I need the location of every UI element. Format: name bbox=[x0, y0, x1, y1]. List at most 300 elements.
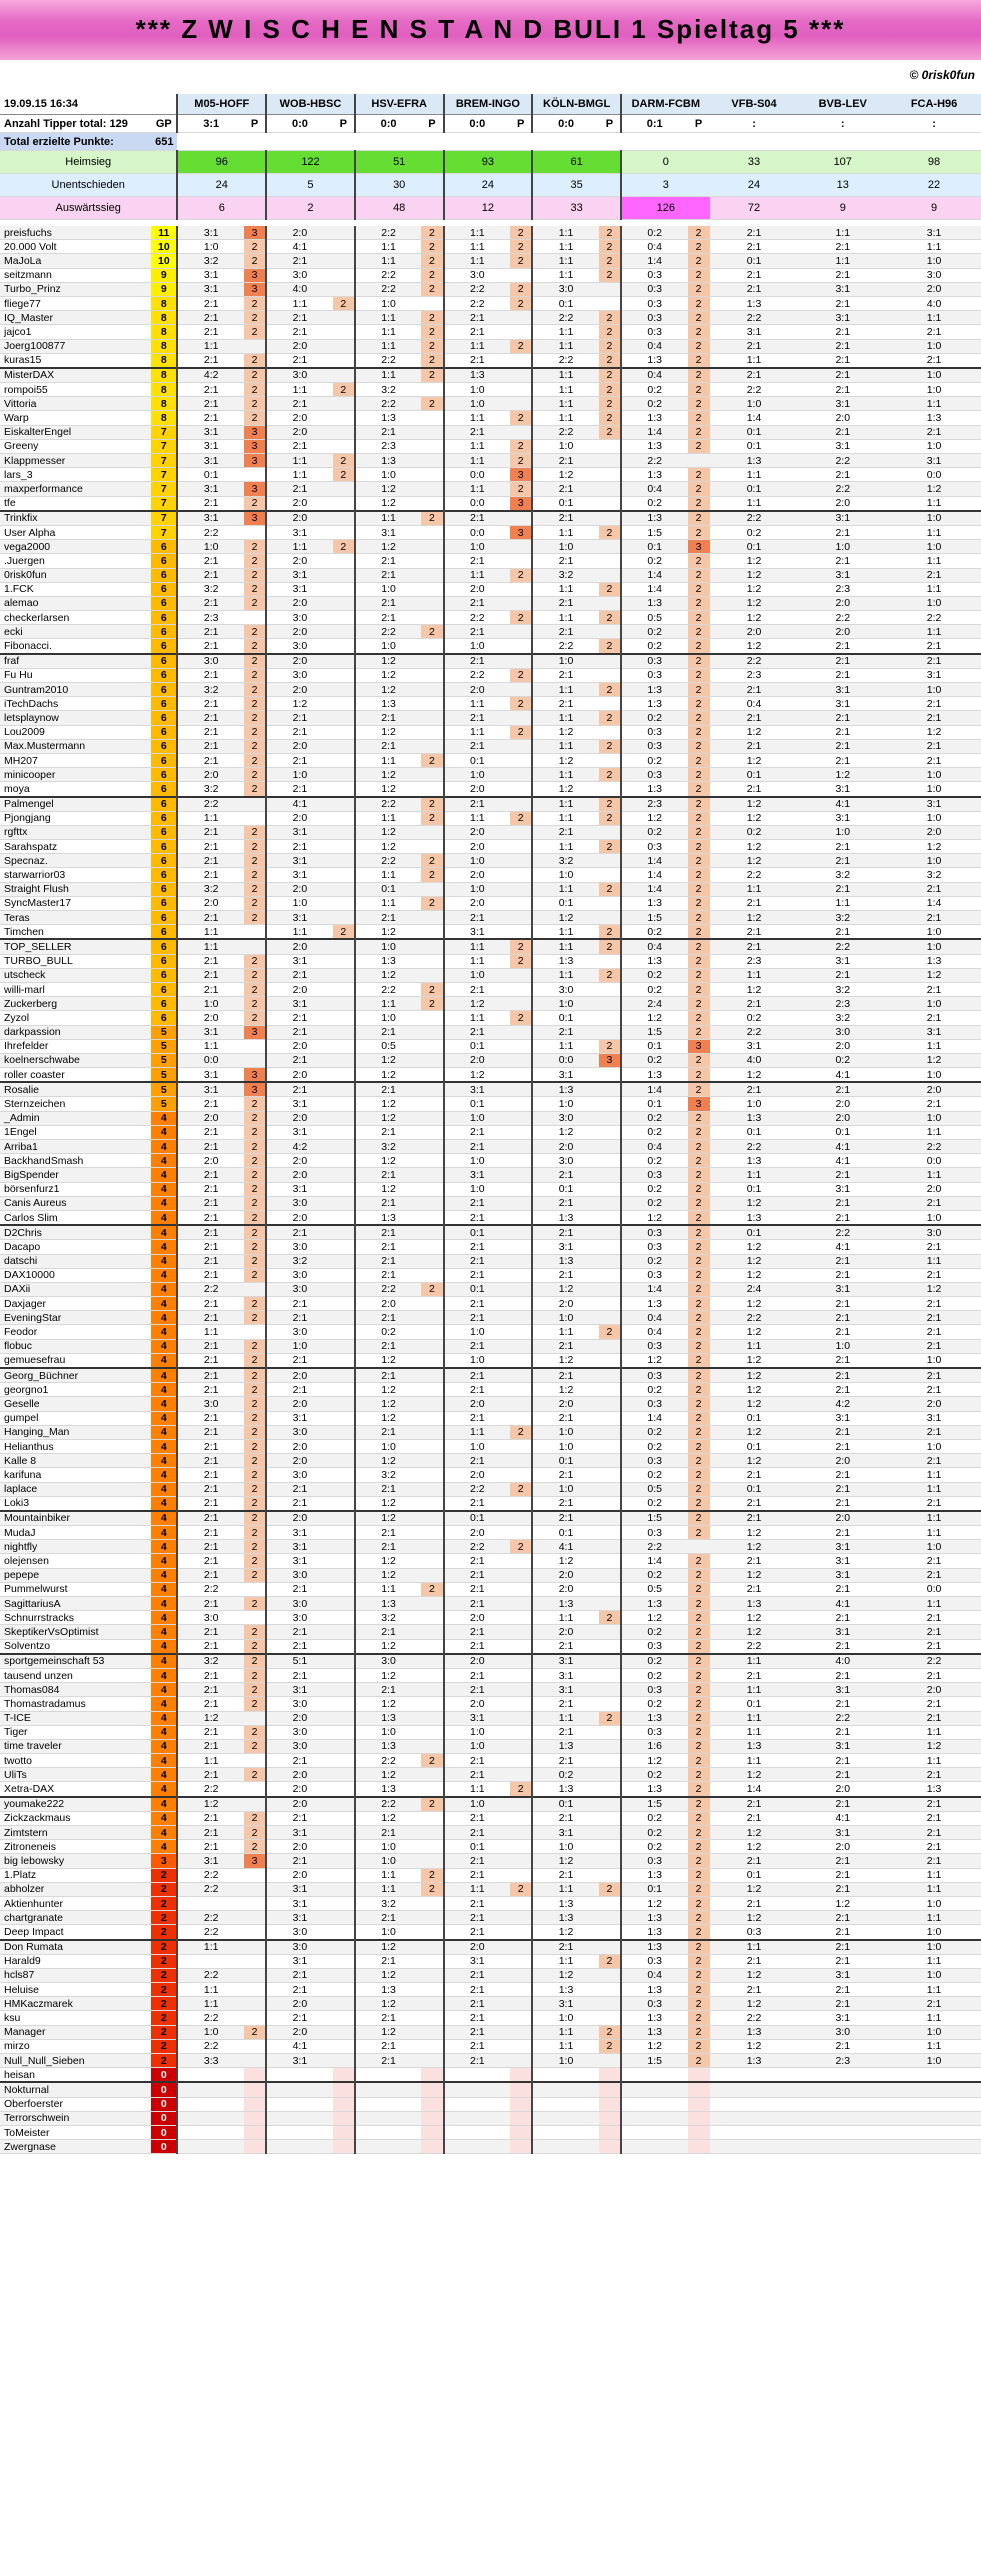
player-gp: 4 bbox=[151, 1182, 177, 1196]
player-points: 2 bbox=[244, 1568, 266, 1582]
player-points: 2 bbox=[688, 639, 710, 654]
player-points bbox=[510, 1739, 532, 1753]
player-tip: 2:2 bbox=[798, 454, 887, 468]
player-points bbox=[333, 397, 355, 411]
player-tip: 0:0 bbox=[887, 468, 981, 482]
player-tip: 2:1 bbox=[532, 1468, 599, 1482]
player-tip: 1:0 bbox=[887, 1896, 981, 1910]
player-tip bbox=[177, 1896, 244, 1910]
player-tip: 2:1 bbox=[710, 683, 799, 697]
player-tip: 2:0 bbox=[444, 896, 511, 910]
player-row bbox=[0, 697, 981, 711]
stat-value: 96 bbox=[177, 151, 266, 174]
player-tip bbox=[266, 2068, 333, 2083]
player-points bbox=[510, 1911, 532, 1925]
player-tip: 3:1 bbox=[266, 1411, 333, 1425]
player-tip: 1:2 bbox=[355, 1568, 422, 1582]
player-tip: 1:0 bbox=[355, 1925, 422, 1940]
player-row bbox=[0, 454, 981, 468]
player-tip: 3:0 bbox=[266, 1468, 333, 1482]
player-gp: 5 bbox=[151, 1025, 177, 1039]
player-tip: 0:3 bbox=[621, 296, 688, 310]
player-points bbox=[333, 782, 355, 797]
player-tip: 1:1 bbox=[177, 1997, 244, 2011]
player-tip: 1:1 bbox=[887, 2011, 981, 2025]
player-points: 2 bbox=[421, 254, 443, 268]
player-gp: 6 bbox=[151, 911, 177, 925]
player-points bbox=[421, 1353, 443, 1368]
player-tip: 0:1 bbox=[621, 1882, 688, 1896]
player-tip: 2:1 bbox=[444, 2039, 511, 2053]
player-tip bbox=[621, 2097, 688, 2111]
player-tip: 0:3 bbox=[621, 1683, 688, 1697]
player-tip: 0:2 bbox=[621, 625, 688, 639]
player-points: 2 bbox=[688, 339, 710, 353]
player-points: 2 bbox=[510, 254, 532, 268]
player-tip: 1:2 bbox=[710, 1768, 799, 1782]
player-tip: 1:1 bbox=[444, 1882, 511, 1896]
player-points: 2 bbox=[688, 753, 710, 767]
player-tip: 2:1 bbox=[444, 425, 511, 439]
player-points: 2 bbox=[599, 582, 621, 596]
player-points bbox=[599, 1254, 621, 1268]
player-tip: 1:1 bbox=[532, 711, 599, 725]
player-points bbox=[333, 1511, 355, 1526]
player-row bbox=[0, 1697, 981, 1711]
player-gp: 6 bbox=[151, 968, 177, 982]
player-tip: 1:3 bbox=[710, 2054, 799, 2068]
player-name: Timchen bbox=[0, 925, 151, 940]
player-tip: 2:1 bbox=[887, 1768, 981, 1782]
player-points bbox=[333, 1711, 355, 1725]
player-name: Ihrefelder bbox=[0, 1039, 151, 1053]
player-tip: 3:2 bbox=[177, 582, 244, 596]
player-points bbox=[333, 1540, 355, 1554]
player-points: 2 bbox=[688, 1711, 710, 1725]
player-points: 3 bbox=[244, 425, 266, 439]
player-name: Harald9 bbox=[0, 1954, 151, 1968]
player-points bbox=[510, 1225, 532, 1240]
player-tip: 0:1 bbox=[444, 1097, 511, 1111]
player-tip: 1:1 bbox=[887, 1754, 981, 1768]
player-tip: 0:1 bbox=[444, 1511, 511, 1526]
player-points bbox=[421, 1854, 443, 1868]
player-tip: 1:1 bbox=[355, 868, 422, 882]
player-points bbox=[510, 1339, 532, 1353]
player-points: 2 bbox=[599, 368, 621, 383]
player-points bbox=[599, 1597, 621, 1611]
player-name: nightfly bbox=[0, 1540, 151, 1554]
player-points bbox=[510, 1268, 532, 1282]
player-tip: 1:0 bbox=[887, 1111, 981, 1125]
player-tip: 2:1 bbox=[177, 1210, 244, 1225]
player-tip: 1:2 bbox=[887, 725, 981, 739]
player-tip: 2:1 bbox=[798, 1997, 887, 2011]
player-tip: 0:4 bbox=[621, 368, 688, 383]
player-points: 2 bbox=[244, 1496, 266, 1511]
player-points: 2 bbox=[688, 683, 710, 697]
player-points bbox=[688, 454, 710, 468]
player-tip: 0:3 bbox=[621, 668, 688, 682]
player-gp: 11 bbox=[151, 226, 177, 240]
player-tip: 1:3 bbox=[621, 1782, 688, 1797]
player-points bbox=[599, 1811, 621, 1825]
player-points bbox=[599, 654, 621, 669]
player-points bbox=[421, 1039, 443, 1053]
player-points: 2 bbox=[688, 1826, 710, 1840]
player-tip: 2:1 bbox=[532, 1725, 599, 1739]
player-row bbox=[0, 911, 981, 925]
player-points bbox=[510, 1025, 532, 1039]
player-gp: 6 bbox=[151, 925, 177, 940]
player-tip: 0:2 bbox=[621, 1826, 688, 1840]
player-tip: 1:3 bbox=[887, 1782, 981, 1797]
player-tip: 4:1 bbox=[798, 797, 887, 812]
player-gp: 4 bbox=[151, 1597, 177, 1611]
player-tip: 2:0 bbox=[266, 511, 333, 526]
player-tip: 2:1 bbox=[710, 240, 799, 254]
player-tip: 3:1 bbox=[266, 582, 333, 596]
player-tip: 2:2 bbox=[355, 353, 422, 368]
player-points bbox=[688, 2082, 710, 2097]
player-tip: 1:1 bbox=[710, 496, 799, 511]
player-points bbox=[333, 868, 355, 882]
player-tip: 1:1 bbox=[444, 226, 511, 240]
player-points bbox=[421, 1082, 443, 1097]
player-tip: 0:3 bbox=[621, 1240, 688, 1254]
player-points bbox=[688, 2068, 710, 2083]
player-points: 3 bbox=[510, 496, 532, 511]
player-tip: 1:3 bbox=[621, 2011, 688, 2025]
player-tip: 1:0 bbox=[177, 997, 244, 1011]
player-tip: 0:1 bbox=[444, 1039, 511, 1053]
player-points bbox=[599, 1840, 621, 1854]
player-tip: 4:2 bbox=[177, 368, 244, 383]
player-tip: 2:1 bbox=[444, 1597, 511, 1611]
player-tip: 3:1 bbox=[266, 868, 333, 882]
player-points bbox=[244, 1582, 266, 1596]
player-tip: 0:0 bbox=[444, 525, 511, 539]
player-gp: 6 bbox=[151, 782, 177, 797]
player-points bbox=[333, 1983, 355, 1997]
player-tip: 5:1 bbox=[266, 1654, 333, 1669]
player-tip: 3:0 bbox=[266, 1240, 333, 1254]
player-points bbox=[421, 911, 443, 925]
player-tip: 1:3 bbox=[710, 1154, 799, 1168]
player-tip: 2:1 bbox=[355, 425, 422, 439]
player-row bbox=[0, 1739, 981, 1753]
player-tip: 2:1 bbox=[355, 1954, 422, 1968]
player-tip: 2:2 bbox=[798, 1225, 887, 1240]
player-gp: 6 bbox=[151, 939, 177, 954]
player-tip: 2:1 bbox=[798, 1254, 887, 1268]
player-tip: 2:1 bbox=[177, 353, 244, 368]
player-tip: 2:1 bbox=[177, 1140, 244, 1154]
player-points: 2 bbox=[688, 1654, 710, 1669]
player-tip: 2:1 bbox=[798, 1725, 887, 1739]
player-points bbox=[510, 1353, 532, 1368]
player-tip: 2:1 bbox=[177, 411, 244, 425]
player-points bbox=[333, 2140, 355, 2154]
player-points: 2 bbox=[688, 1383, 710, 1397]
player-tip: 0:1 bbox=[710, 1868, 799, 1882]
player-name: Zitroneneis bbox=[0, 1840, 151, 1854]
player-tip: 4:1 bbox=[266, 797, 333, 812]
player-tip: 1:0 bbox=[532, 2011, 599, 2025]
player-row bbox=[0, 1196, 981, 1210]
player-points bbox=[421, 1826, 443, 1840]
player-points bbox=[421, 1896, 443, 1910]
player-points bbox=[510, 968, 532, 982]
player-gp: 6 bbox=[151, 639, 177, 654]
player-tip: 2:1 bbox=[355, 739, 422, 753]
player-gp: 0 bbox=[151, 2097, 177, 2111]
player-tip: 1:0 bbox=[887, 1925, 981, 1940]
player-gp: 0 bbox=[151, 2111, 177, 2125]
player-points bbox=[421, 1383, 443, 1397]
player-points bbox=[244, 1754, 266, 1768]
player-tip: 2:1 bbox=[532, 1511, 599, 1526]
player-tip: 1:1 bbox=[887, 1254, 981, 1268]
player-points bbox=[333, 954, 355, 968]
player-gp: 2 bbox=[151, 1954, 177, 1968]
player-tip: 2:2 bbox=[355, 625, 422, 639]
player-tip bbox=[532, 2068, 599, 2083]
player-tip: 2:1 bbox=[266, 482, 333, 496]
player-points: 2 bbox=[599, 325, 621, 339]
player-tip: 3:0 bbox=[266, 668, 333, 682]
player-name: T-ICE bbox=[0, 1711, 151, 1725]
player-points: 2 bbox=[421, 896, 443, 910]
player-tip: 2:1 bbox=[177, 1639, 244, 1654]
player-tip: 1:1 bbox=[710, 1683, 799, 1697]
player-tip bbox=[355, 2097, 422, 2111]
player-tip: 2:1 bbox=[266, 968, 333, 982]
player-tip: 1:1 bbox=[887, 525, 981, 539]
player-points bbox=[333, 254, 355, 268]
player-tip: 1:2 bbox=[355, 1811, 422, 1825]
player-tip: 3:2 bbox=[532, 854, 599, 868]
player-points: 3 bbox=[244, 439, 266, 453]
player-gp: 6 bbox=[151, 840, 177, 854]
player-tip: 1:2 bbox=[710, 911, 799, 925]
player-tip: 0:1 bbox=[532, 1797, 599, 1812]
player-tip: 2:1 bbox=[177, 1625, 244, 1639]
player-tip: 1:1 bbox=[532, 268, 599, 282]
player-tip: 3:1 bbox=[266, 1097, 333, 1111]
player-tip: 1:1 bbox=[798, 226, 887, 240]
player-tip: 2:0 bbox=[532, 1582, 599, 1596]
player-tip: 2:1 bbox=[355, 1625, 422, 1639]
player-points bbox=[599, 1425, 621, 1439]
player-tip: 3:1 bbox=[266, 1125, 333, 1139]
player-tip: 0:2 bbox=[710, 825, 799, 839]
player-tip: 2:0 bbox=[798, 1454, 887, 1468]
player-tip: 4:1 bbox=[798, 1068, 887, 1083]
player-tip: 2:2 bbox=[710, 1025, 799, 1039]
player-tip: 2:2 bbox=[887, 1140, 981, 1154]
player-gp: 4 bbox=[151, 1725, 177, 1739]
player-tip: 2:1 bbox=[177, 1125, 244, 1139]
player-points bbox=[421, 496, 443, 511]
player-points: 2 bbox=[333, 468, 355, 482]
player-gp: 4 bbox=[151, 1125, 177, 1139]
player-tip: 3:1 bbox=[798, 697, 887, 711]
player-name: Don Rumata bbox=[0, 1940, 151, 1955]
match-header: VFB-S04 bbox=[710, 94, 799, 115]
player-tip: 0:2 bbox=[621, 1468, 688, 1482]
player-points bbox=[510, 1554, 532, 1568]
player-tip: 3:1 bbox=[798, 1568, 887, 1582]
player-tip: 2:1 bbox=[532, 697, 599, 711]
player-points bbox=[599, 1482, 621, 1496]
player-points: 2 bbox=[688, 1254, 710, 1268]
player-tip: 1:1 bbox=[444, 482, 511, 496]
player-points bbox=[421, 2068, 443, 2083]
player-tip: 2:1 bbox=[177, 711, 244, 725]
player-points bbox=[244, 1954, 266, 1968]
player-points bbox=[599, 482, 621, 496]
player-tip bbox=[710, 2068, 799, 2083]
player-tip: 2:2 bbox=[710, 1140, 799, 1154]
player-points: 2 bbox=[688, 1468, 710, 1482]
player-tip: 4:1 bbox=[798, 1154, 887, 1168]
player-tip: 1:3 bbox=[621, 439, 688, 453]
player-tip: 2:1 bbox=[710, 282, 799, 296]
player-tip: 1:3 bbox=[532, 1983, 599, 1997]
player-tip: 1:1 bbox=[710, 468, 799, 482]
player-name: Rosalie bbox=[0, 1082, 151, 1097]
player-tip bbox=[532, 2140, 599, 2154]
player-row bbox=[0, 554, 981, 568]
player-points bbox=[333, 1125, 355, 1139]
player-tip: 1:1 bbox=[444, 1011, 511, 1025]
player-points bbox=[421, 1225, 443, 1240]
player-row bbox=[0, 1353, 981, 1368]
player-tip: 2:1 bbox=[177, 1597, 244, 1611]
stat-row bbox=[0, 197, 981, 220]
player-tip: 0:3 bbox=[621, 1997, 688, 2011]
player-tip: 1:2 bbox=[710, 1368, 799, 1383]
player-gp: 4 bbox=[151, 1582, 177, 1596]
player-points bbox=[244, 1882, 266, 1896]
player-tip: 2:1 bbox=[177, 568, 244, 582]
player-points bbox=[510, 1611, 532, 1625]
player-name: Zuckerberg bbox=[0, 997, 151, 1011]
player-tip: 0:1 bbox=[621, 1097, 688, 1111]
player-points bbox=[421, 2111, 443, 2125]
player-tip: 2:1 bbox=[887, 982, 981, 996]
player-tip: 2:1 bbox=[887, 697, 981, 711]
player-tip: 2:2 bbox=[177, 1782, 244, 1797]
player-points bbox=[244, 2097, 266, 2111]
player-name: abholzer bbox=[0, 1882, 151, 1896]
player-tip: 2:1 bbox=[798, 639, 887, 654]
player-tip: 2:1 bbox=[798, 1311, 887, 1325]
player-tip: 1:3 bbox=[621, 1925, 688, 1940]
player-points bbox=[510, 1654, 532, 1669]
player-row bbox=[0, 1325, 981, 1339]
player-gp: 4 bbox=[151, 1754, 177, 1768]
player-name: hcls87 bbox=[0, 1968, 151, 1982]
player-tip: 1:2 bbox=[355, 1182, 422, 1196]
player-name: Specnaz. bbox=[0, 854, 151, 868]
player-tip bbox=[532, 2082, 599, 2097]
player-tip: 2:1 bbox=[798, 1383, 887, 1397]
player-row bbox=[0, 1140, 981, 1154]
player-points: 2 bbox=[599, 925, 621, 940]
player-name: koelnerschwabe bbox=[0, 1053, 151, 1067]
player-name: börsenfurz1 bbox=[0, 1182, 151, 1196]
player-tip: 2:1 bbox=[444, 554, 511, 568]
player-tip: 2:1 bbox=[355, 911, 422, 925]
player-tip: 2:1 bbox=[798, 1439, 887, 1453]
player-row bbox=[0, 1540, 981, 1554]
player-tip: 1:1 bbox=[887, 1954, 981, 1968]
player-gp: 4 bbox=[151, 1339, 177, 1353]
player-points: 2 bbox=[421, 1868, 443, 1882]
player-points: 2 bbox=[244, 368, 266, 383]
player-points: 2 bbox=[688, 1154, 710, 1168]
player-tip: 3:0 bbox=[798, 1025, 887, 1039]
player-tip: 2:1 bbox=[887, 1368, 981, 1383]
player-points bbox=[510, 353, 532, 368]
player-tip: 1:2 bbox=[355, 654, 422, 669]
player-tip: 0:3 bbox=[621, 768, 688, 782]
player-points: 2 bbox=[510, 411, 532, 425]
player-tip: 3:0 bbox=[444, 268, 511, 282]
player-tip: 2:1 bbox=[177, 296, 244, 310]
player-gp: 4 bbox=[151, 1526, 177, 1540]
player-gp: 4 bbox=[151, 1797, 177, 1812]
player-tip: 2:1 bbox=[532, 1940, 599, 1955]
player-tip: 0:1 bbox=[710, 768, 799, 782]
player-tip: 3:1 bbox=[532, 1826, 599, 1840]
player-points bbox=[599, 982, 621, 996]
player-points bbox=[333, 1240, 355, 1254]
player-tip: 2:2 bbox=[355, 797, 422, 812]
player-points: 2 bbox=[244, 1668, 266, 1682]
player-tip: 2:2 bbox=[710, 1311, 799, 1325]
player-tip: 2:1 bbox=[710, 1582, 799, 1596]
player-points bbox=[421, 2025, 443, 2039]
player-tip: 0:2 bbox=[621, 1568, 688, 1582]
player-points: 3 bbox=[688, 1097, 710, 1111]
player-points: 2 bbox=[688, 1011, 710, 1025]
player-tip: 2:1 bbox=[444, 1868, 511, 1882]
player-points bbox=[510, 1711, 532, 1725]
player-tip: 1:3 bbox=[621, 1911, 688, 1925]
player-points: 2 bbox=[688, 1225, 710, 1240]
player-points: 2 bbox=[244, 554, 266, 568]
player-tip: 1:5 bbox=[621, 1511, 688, 1526]
player-points bbox=[244, 1925, 266, 1940]
player-tip: 1:1 bbox=[355, 240, 422, 254]
player-points bbox=[510, 2097, 532, 2111]
player-tip: 0:1 bbox=[444, 1840, 511, 1854]
player-name: IQ_Master bbox=[0, 311, 151, 325]
player-tip: 1:0 bbox=[887, 1940, 981, 1955]
player-gp: 10 bbox=[151, 254, 177, 268]
player-tip bbox=[444, 2068, 511, 2083]
player-name: Zwergnase bbox=[0, 2140, 151, 2154]
player-tip: 3:2 bbox=[355, 1611, 422, 1625]
player-tip: 0:3 bbox=[621, 654, 688, 669]
player-tip: 2:1 bbox=[266, 254, 333, 268]
player-name: Tiger bbox=[0, 1725, 151, 1739]
player-tip: 0:2 bbox=[621, 925, 688, 940]
player-tip: 3:2 bbox=[177, 683, 244, 697]
